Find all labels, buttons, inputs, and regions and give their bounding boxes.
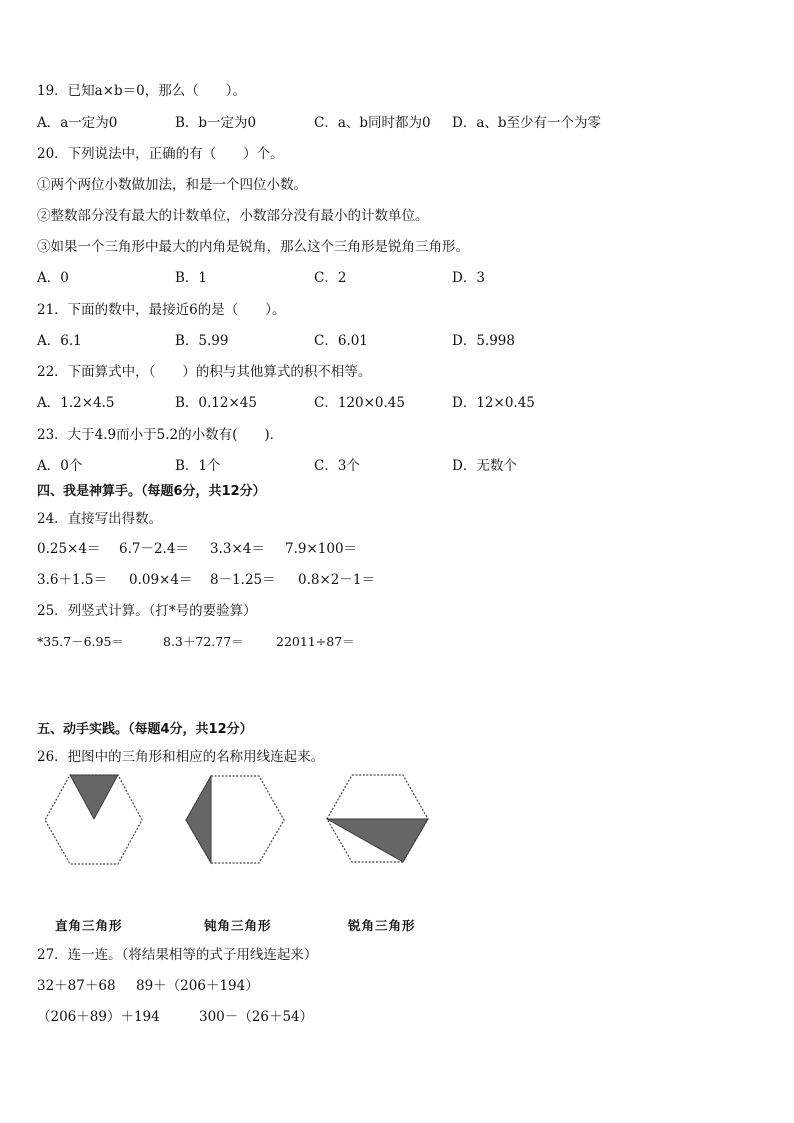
q27-stem: 27．连一连。（将结果相等的式子用线连起来） xyxy=(37,947,318,963)
q23-option-c[interactable]: C．3个 xyxy=(314,458,360,474)
q27-expr[interactable]: （206＋89）＋194 xyxy=(37,1009,160,1025)
q23-option-b[interactable]: B．1个 xyxy=(175,458,221,474)
q20-option-c[interactable]: C．2 xyxy=(314,270,347,286)
q20-statement-2: ②整数部分没有最大的计数单位，小数部分没有最小的计数单位。 xyxy=(37,208,429,224)
q22-option-a[interactable]: A．1.2×4.5 xyxy=(37,395,115,411)
q21-option-a[interactable]: A．6.1 xyxy=(37,333,82,349)
q24-expr: 6.7－2.4＝ xyxy=(119,541,189,557)
q24-expr: 0.8×2－1＝ xyxy=(298,572,375,588)
q27-row-2 xyxy=(37,1008,757,1026)
q25-exprs xyxy=(37,633,757,651)
q24-row-1 xyxy=(37,540,757,558)
q23-stem: 23．大于4.9而小于5.2的小数有( )． xyxy=(37,427,284,443)
q27-row-1 xyxy=(37,977,757,995)
label-right-triangle[interactable]: 直角三角形 xyxy=(55,918,123,933)
q24-expr: 0.25×4＝ xyxy=(37,541,101,557)
q26-hexagon-figures xyxy=(0,770,794,870)
q20-option-d[interactable]: D．3 xyxy=(452,270,485,286)
q22-option-c[interactable]: C．120×0.45 xyxy=(314,395,405,411)
q19-options xyxy=(37,114,757,132)
q22-option-b[interactable]: B．0.12×45 xyxy=(175,395,257,411)
hexagon-obtuse-triangle-figure[interactable] xyxy=(186,776,284,863)
q25-expr: 8.3＋72.77＝ xyxy=(163,634,244,649)
q23-option-a[interactable]: A．0个 xyxy=(37,458,83,474)
q24-expr: 3.3×4＝ xyxy=(210,541,265,557)
section-4-title: 四、我是神算手。（每题6分，共12分） xyxy=(37,484,266,499)
q26-stem: 26．把图中的三角形和相应的名称用线连起来。 xyxy=(37,749,325,765)
q25-stem: 25．列竖式计算。（打*号的要验算） xyxy=(37,603,257,619)
q23-options xyxy=(37,457,757,475)
section-5-title: 五、动手实践。（每题4分，共12分） xyxy=(37,722,253,737)
q19-option-b[interactable]: B．b一定为0 xyxy=(175,115,257,131)
q21-stem: 21．下面的数中，最接近6的是（ ）。 xyxy=(37,302,286,318)
q20-option-a[interactable]: A．0 xyxy=(37,270,69,286)
q19-stem: 19．已知a×b＝0，那么（ ）。 xyxy=(37,83,247,99)
q20-statement-1: ①两个两位小数做加法，和是一个四位小数。 xyxy=(37,177,307,193)
label-obtuse-triangle[interactable]: 钝角三角形 xyxy=(204,918,272,933)
q20-option-b[interactable]: B．1 xyxy=(175,270,208,286)
label-acute-triangle[interactable]: 锐角三角形 xyxy=(348,918,416,933)
q19-option-c[interactable]: C．a、b同时都为0 xyxy=(314,115,431,131)
q23-option-d[interactable]: D．无数个 xyxy=(452,458,517,474)
q27-expr[interactable]: 89＋（206＋194） xyxy=(136,978,259,994)
q21-options xyxy=(37,332,757,350)
q21-option-b[interactable]: B．5.99 xyxy=(175,333,229,349)
q22-options xyxy=(37,394,757,412)
q22-option-d[interactable]: D．12×0.45 xyxy=(452,395,535,411)
q24-expr: 8－1.25＝ xyxy=(210,572,276,588)
q24-expr: 0.09×4＝ xyxy=(129,572,193,588)
hexagon-right-triangle-figure[interactable] xyxy=(45,775,142,864)
q22-stem: 22．下面算式中，（ ）的积与其他算式的积不相等。 xyxy=(37,364,372,380)
q24-expr: 7.9×100＝ xyxy=(285,541,358,557)
hexagon-acute-triangle-figure[interactable] xyxy=(327,775,428,862)
shaded-triangle xyxy=(327,819,428,862)
q21-option-d[interactable]: D．5.998 xyxy=(452,333,515,349)
shaded-triangle xyxy=(186,776,211,863)
q24-stem: 24．直接写出得数。 xyxy=(37,511,163,527)
shaded-triangle xyxy=(70,775,118,819)
q19-option-d[interactable]: D．a、b至少有一个为零 xyxy=(452,115,602,131)
q27-expr[interactable]: 32＋87＋68 xyxy=(37,978,116,994)
q24-expr: 3.6＋1.5＝ xyxy=(37,572,107,588)
q20-statement-3: ③如果一个三角形中最大的内角是锐角，那么这个三角形是锐角三角形。 xyxy=(37,239,469,255)
q24-row-2 xyxy=(37,571,757,589)
q25-expr: *35.7－6.95＝ xyxy=(37,634,124,649)
q25-expr: 22011÷87＝ xyxy=(276,634,355,649)
q20-options xyxy=(37,269,757,287)
q21-option-c[interactable]: C．6.01 xyxy=(314,333,368,349)
q20-stem: 20．下列说法中，正确的有（ ）个。 xyxy=(37,146,284,162)
q27-expr[interactable]: 300－（26＋54） xyxy=(199,1009,314,1025)
q19-option-a[interactable]: A．a一定为0 xyxy=(37,115,118,131)
